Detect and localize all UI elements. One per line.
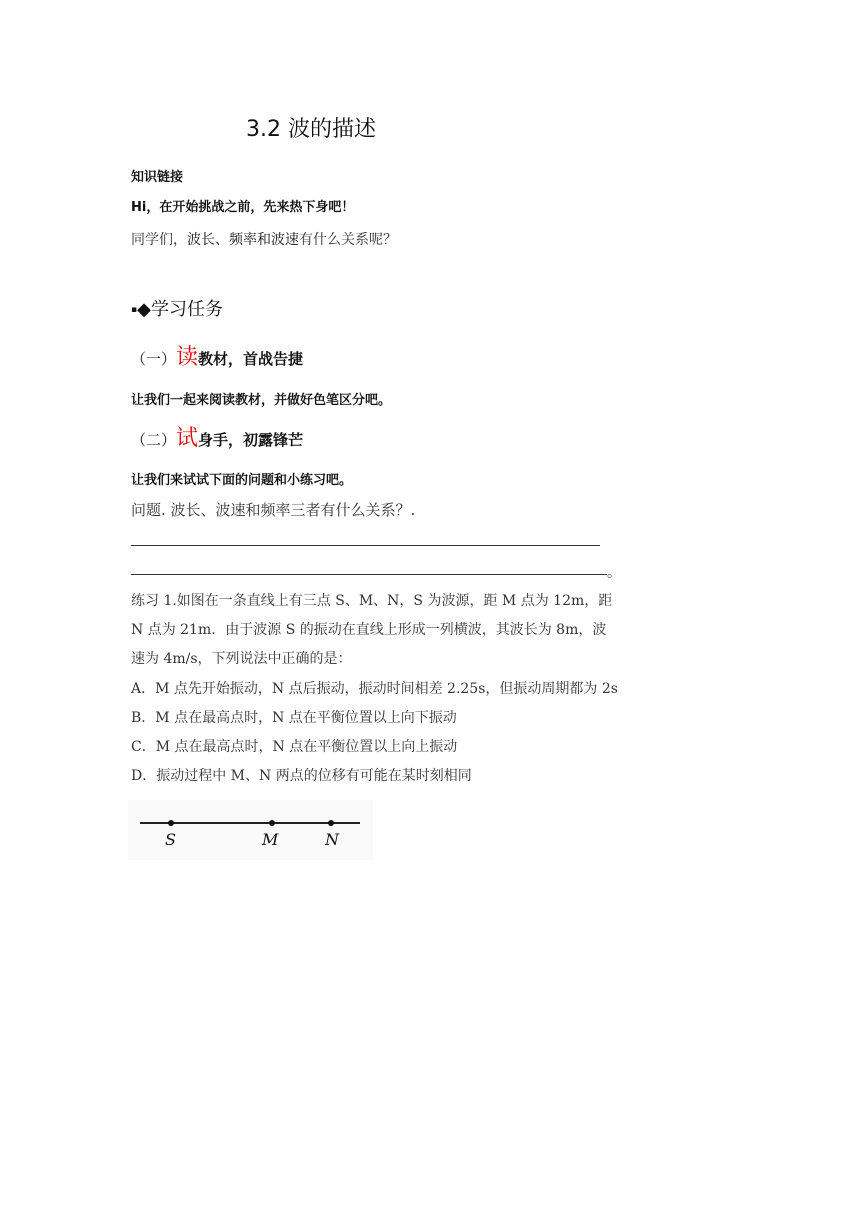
part2-instruction: 让我们来试试下面的问题和小练习吧。 <box>131 473 353 488</box>
option-d: D．振动过程中 M、N 两点的位移有可能在某时刻相同 <box>131 768 472 784</box>
label-s: S <box>165 830 176 849</box>
part2-heading <box>131 421 303 452</box>
part2-big-char: 试 <box>176 426 199 451</box>
point-m <box>269 820 275 826</box>
tasks-heading <box>131 295 223 321</box>
question-text: 问题. 波长、波速和频率三者有什么关系？. <box>131 501 416 519</box>
greeting-text: Hi，在开始挑战之前，先来热下身吧！ <box>131 200 355 215</box>
exercise-line-1: 练习 1.如图在一条直线上有三点 S、M、N，S 为波源，距 M 点为 12m，距 <box>131 593 613 609</box>
exercise-line-2: N 点为 21m．由于波源 S 的振动在直线上形成一列横波，其波长为 8m，波 <box>131 622 607 638</box>
answer-line-1[interactable] <box>131 545 600 546</box>
part2-number: （二） <box>131 431 177 449</box>
option-b: B．M 点在最高点时，N 点在平衡位置以上向下振动 <box>131 710 457 726</box>
square-bullet-icon: ▪ <box>131 305 138 315</box>
label-m: M <box>262 830 279 849</box>
tasks-heading-text: 学习任务 <box>150 299 223 320</box>
label-n: N <box>325 830 339 849</box>
smn-line-figure <box>128 800 373 860</box>
exercise-line-3: 速为 4m/s，下列说法中正确的是： <box>131 651 352 667</box>
part1-heading-rest: 教材，首战告捷 <box>198 350 304 368</box>
warmup-question-highlight: 波长、频率和波速 <box>187 232 299 248</box>
warmup-question <box>131 229 397 249</box>
part1-instruction: 让我们一起来阅读教材，并做好色笔区分吧。 <box>131 393 392 408</box>
point-s <box>168 820 174 826</box>
part1-big-char: 读 <box>176 345 199 370</box>
knowledge-heading: 知识链接 <box>131 170 184 185</box>
answer-line-2[interactable] <box>131 574 607 575</box>
point-n <box>328 820 334 826</box>
answer-end-mark: 。 <box>607 565 621 581</box>
page-title: 3.2 波的描述 <box>246 117 376 142</box>
part1-number: （一） <box>131 350 177 368</box>
option-c: C．M 点在最高点时，N 点在平衡位置以上向上振动 <box>131 739 458 755</box>
part1-heading <box>131 340 303 371</box>
warmup-question-prefix: 同学们， <box>131 232 187 248</box>
option-a: A．M 点先开始振动，N 点后振动，振动时间相差 2.25s，但振动周期都为 2s <box>131 681 618 697</box>
warmup-question-suffix: 有什么关系呢？ <box>299 232 397 248</box>
part2-heading-rest: 身手，初露锋芒 <box>198 431 304 449</box>
diamond-bullet-icon: ◆ <box>137 299 151 320</box>
